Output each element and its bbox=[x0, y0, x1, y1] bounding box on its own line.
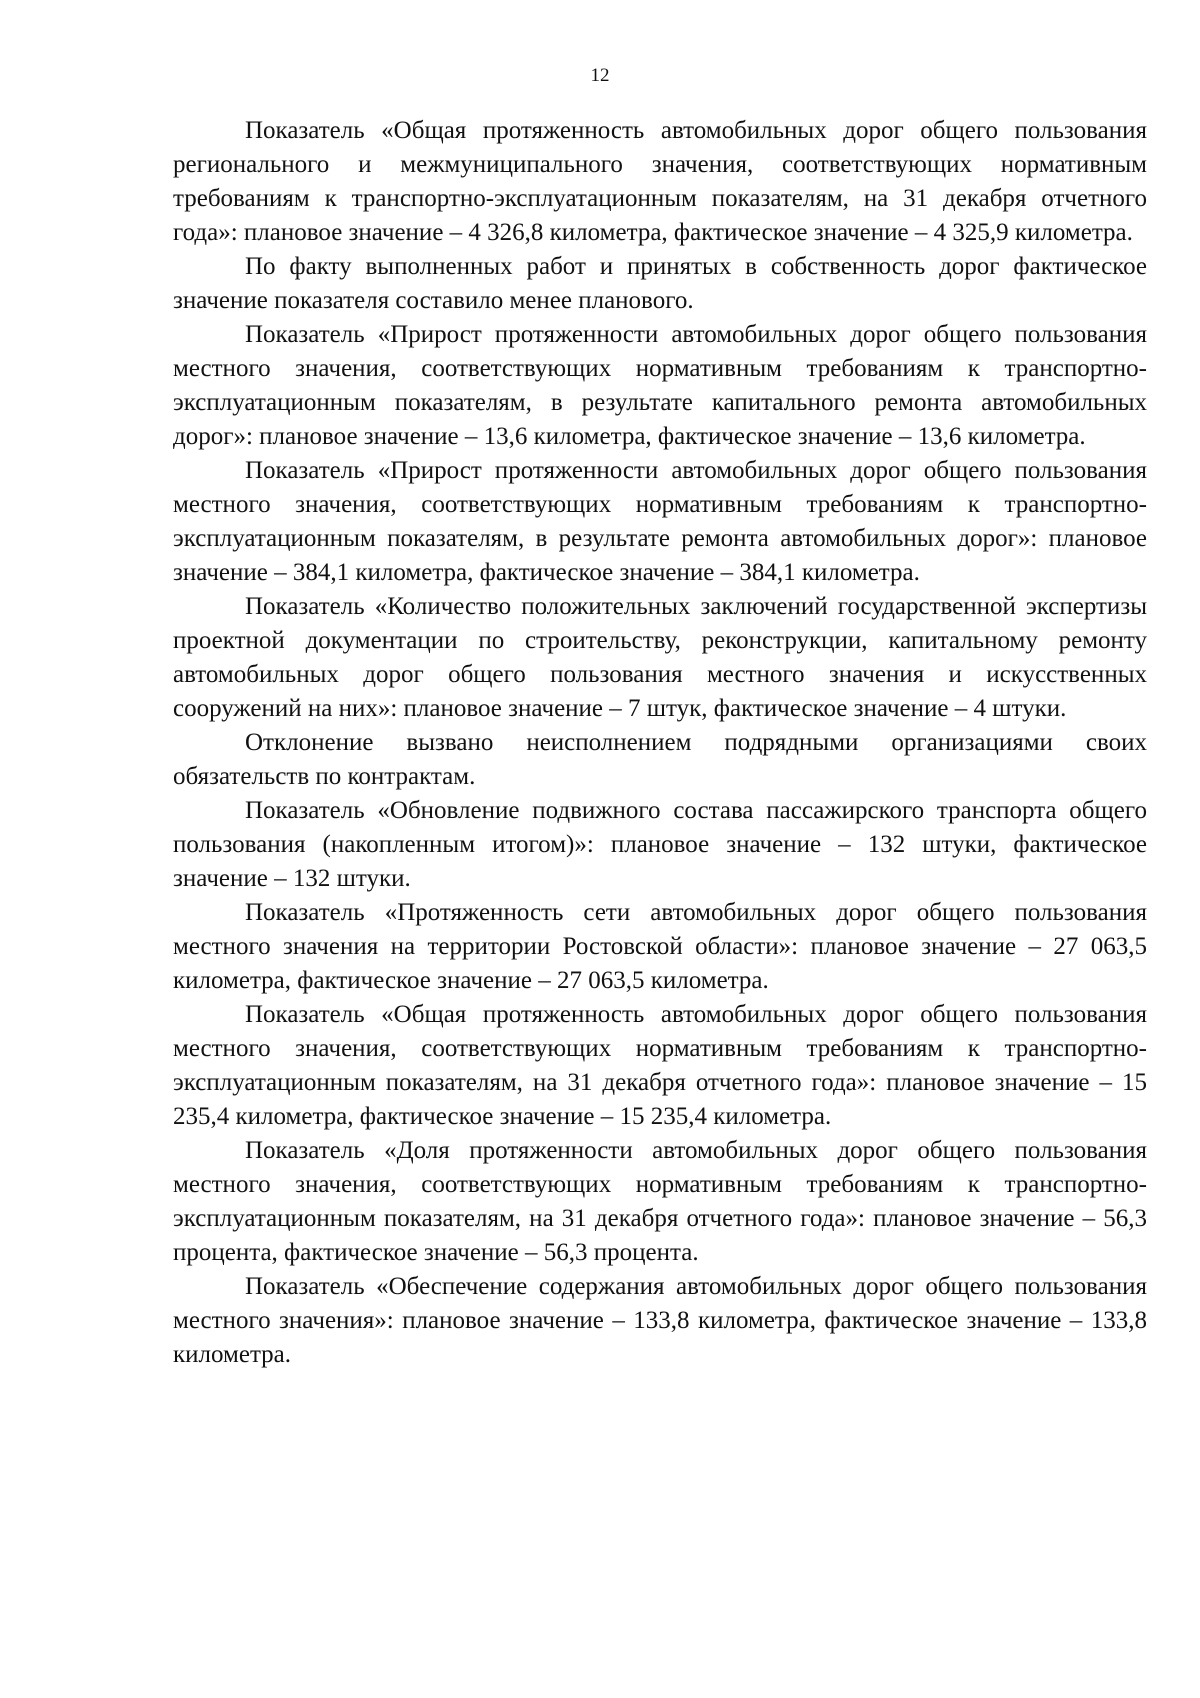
document-body bbox=[173, 114, 1147, 1372]
paragraph-capital-repair-growth: Показатель «Прирост протяженности автомобильных дорог общего пользования местного значения, соответствующих нормативным требованиям к транспортно-эксплуатационным показателям, в результате капитального ремонта автомобильных дорог»: плановое значение – 13,6 километра, фактическое значение – 13,6 километра. bbox=[173, 321, 1147, 450]
paragraph-expertise-deviation-note: Отклонение вызвано неисполнением подрядными организациями своих обязательств по контрактам. bbox=[173, 729, 1147, 790]
page-number: 12 bbox=[590, 65, 610, 86]
paragraph-expertise-conclusions: Показатель «Количество положительных заключений государственной экспертизы проектной документации по строительству, реконструкции, капитальному ремонту автомобильных дорог общего пользования местного значения и искусственных сооружений на них»: плановое значение – 7 штук, фактическое значение – 4 штуки. bbox=[173, 593, 1147, 722]
paragraph-regional-roads-total-length: Показатель «Общая протяженность автомобильных дорог общего пользования регионального и межмуниципального значения, соответствующих нормативным требованиям к транспортно-эксплуатационным показателям, на 31 декабря отчетного года»: плановое значение – 4 326,8 километра, фактическое значение – 4 325,9 километра. bbox=[173, 117, 1147, 246]
paragraph-local-road-network-length: Показатель «Протяженность сети автомобильных дорог общего пользования местного значения на территории Ростовской области»: плановое значение – 27 063,5 километра, фактическое значение – 27 063,5 километра. bbox=[173, 899, 1147, 994]
paragraph-regional-roads-deviation-note: По факту выполненных работ и принятых в собственность дорог фактическое значение показателя составило менее планового. bbox=[173, 253, 1147, 314]
paragraph-local-roads-total-length: Показатель «Общая протяженность автомобильных дорог общего пользования местного значения, соответствующих нормативным требованиям к транспортно-эксплуатационным показателям, на 31 декабря отчетного года»: плановое значение – 15 235,4 километра, фактическое значение – 15 235,4 километра. bbox=[173, 1001, 1147, 1130]
paragraph-rolling-stock-renewal: Показатель «Обновление подвижного состава пассажирского транспорта общего пользования (накопленным итогом)»: плановое значение – 132 штуки, фактическое значение – 132 штуки. bbox=[173, 797, 1147, 892]
paragraph-road-maintenance: Показатель «Обеспечение содержания автомобильных дорог общего пользования местного значения»: плановое значение – 133,8 километра, фактическое значение – 133,8 километра. bbox=[173, 1273, 1147, 1368]
paragraph-local-roads-share: Показатель «Доля протяженности автомобильных дорог общего пользования местного значения, соответствующих нормативным требованиям к транспортно-эксплуатационным показателям, на 31 декабря отчетного года»: плановое значение – 56,3 процента, фактическое значение – 56,3 процента. bbox=[173, 1137, 1147, 1266]
paragraph-repair-growth: Показатель «Прирост протяженности автомобильных дорог общего пользования местного значения, соответствующих нормативным требованиям к транспортно-эксплуатационным показателям, в результате ремонта автомобильных дорог»: плановое значение – 384,1 километра, фактическое значение – 384,1 километра. bbox=[173, 457, 1147, 586]
